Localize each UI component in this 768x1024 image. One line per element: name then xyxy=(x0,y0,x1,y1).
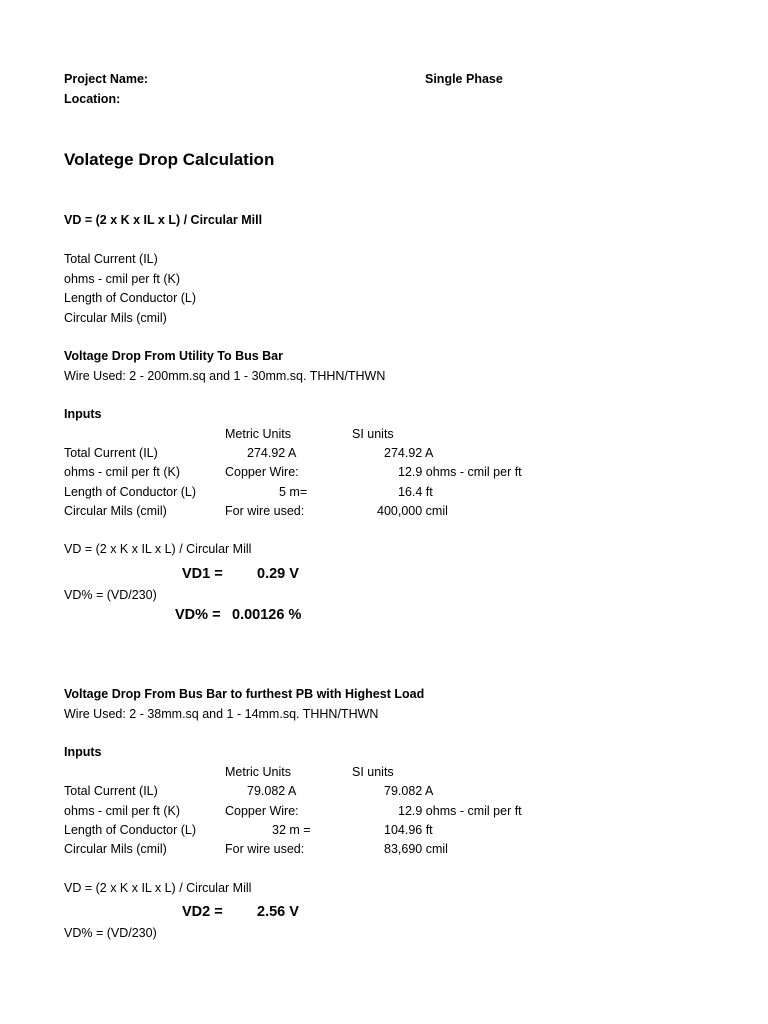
section2-row-label: Length of Conductor (L) xyxy=(64,823,197,837)
section1-row-label: Length of Conductor (L) xyxy=(64,485,197,499)
section2-heading: Voltage Drop From Bus Bar to furthest PB with Highest Load xyxy=(64,687,425,701)
section2-vd-value: 2.56 V xyxy=(257,904,299,920)
section2-col-si: SI units xyxy=(352,765,394,779)
section1-vd-value: 0.29 V xyxy=(257,566,299,582)
section2-row-metric: Copper Wire: xyxy=(225,804,299,818)
section1-row-si: 274.92 A xyxy=(384,446,434,460)
section2-inputs-label: Inputs xyxy=(64,745,102,759)
section2-col-metric: Metric Units xyxy=(225,765,291,779)
section1-pct-formula: VD% = (VD/230) xyxy=(64,588,157,602)
section2-row-si: 12.9 ohms - cmil per ft xyxy=(398,804,522,818)
phase-label: Single Phase xyxy=(425,72,503,86)
section1-inputs-label: Inputs xyxy=(64,407,102,421)
section1-row-label: ohms - cmil per ft (K) xyxy=(64,465,180,479)
project-name-label: Project Name: xyxy=(64,72,149,86)
section2-row-metric: 32 m = xyxy=(272,823,311,837)
section2-row-label: Circular Mils (cmil) xyxy=(64,842,167,856)
page-title: Volatege Drop Calculation xyxy=(64,150,275,169)
section2-row-label: ohms - cmil per ft (K) xyxy=(64,804,180,818)
section2-row-metric: For wire used: xyxy=(225,842,305,856)
section1-vd-label: VD1 = xyxy=(182,566,223,582)
section1-col-metric: Metric Units xyxy=(225,427,291,441)
section1-row-si: 400,000 cmil xyxy=(377,504,448,518)
section2-row-si: 83,690 cmil xyxy=(384,842,448,856)
section2-wire: Wire Used: 2 - 38mm.sq and 1 - 14mm.sq. THHN/THWN xyxy=(64,707,379,721)
section1-row-metric: 5 m= xyxy=(279,485,308,499)
section2-row-metric: 79.082 A xyxy=(247,784,297,798)
main-formula: VD = (2 x K x IL x L) / Circular Mill xyxy=(64,213,263,227)
section1-row-label: Circular Mils (cmil) xyxy=(64,504,167,518)
section1-col-si: SI units xyxy=(352,427,394,441)
section1-row-metric: Copper Wire: xyxy=(225,465,299,479)
section1-formula: VD = (2 x K x IL x L) / Circular Mill xyxy=(64,542,252,556)
section1-row-si: 12.9 ohms - cmil per ft xyxy=(398,465,522,479)
definition-cmil: Circular Mils (cmil) xyxy=(64,311,167,325)
section1-row-metric: 274.92 A xyxy=(247,446,297,460)
definition-k: ohms - cmil per ft (K) xyxy=(64,272,180,286)
location-label: Location: xyxy=(64,92,121,106)
section2-pct-formula: VD% = (VD/230) xyxy=(64,926,157,940)
section2-vd-label: VD2 = xyxy=(182,904,223,920)
section2-formula: VD = (2 x K x IL x L) / Circular Mill xyxy=(64,881,252,895)
section1-row-si: 16.4 ft xyxy=(398,485,433,499)
section1-row-metric: For wire used: xyxy=(225,504,305,518)
section2-row-label: Total Current (IL) xyxy=(64,784,158,798)
definition-current: Total Current (IL) xyxy=(64,252,158,266)
section1-pct-value: 0.00126 % xyxy=(232,607,302,623)
definition-length: Length of Conductor (L) xyxy=(64,291,197,305)
section1-pct-label: VD% = xyxy=(175,607,221,623)
section1-wire: Wire Used: 2 - 200mm.sq and 1 - 30mm.sq. THHN/THWN xyxy=(64,369,386,383)
section2-row-si: 104.96 ft xyxy=(384,823,433,837)
section1-heading: Voltage Drop From Utility To Bus Bar xyxy=(64,349,283,363)
section1-row-label: Total Current (IL) xyxy=(64,446,158,460)
section2-row-si: 79.082 A xyxy=(384,784,434,798)
